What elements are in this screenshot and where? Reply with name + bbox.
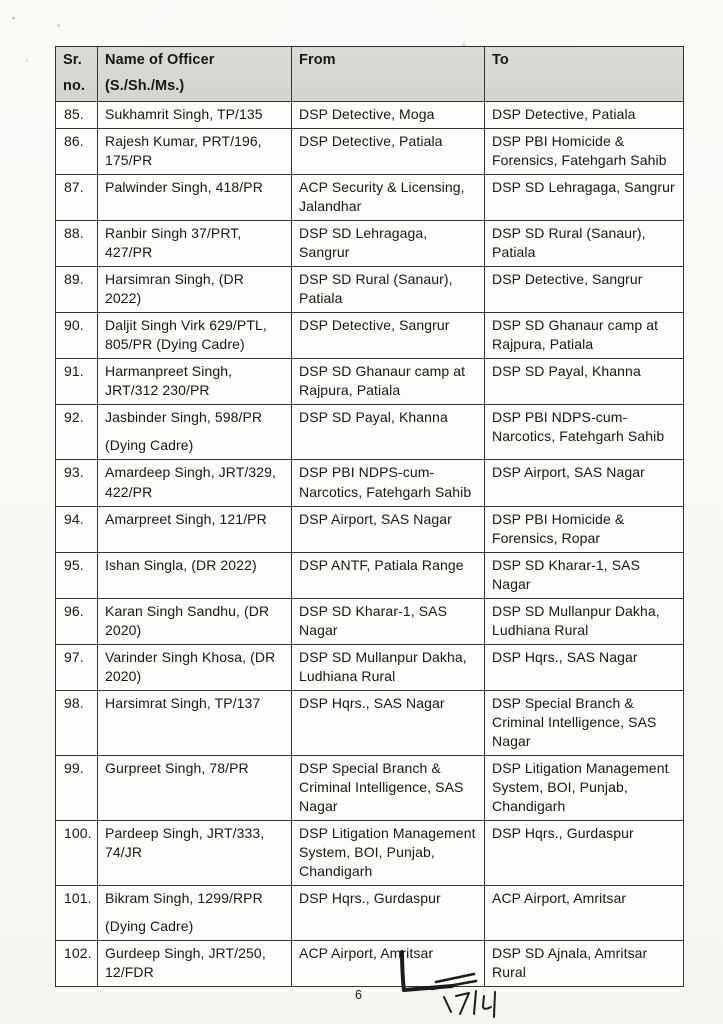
cell-to-posting: DSP Hqrs., SAS Nagar — [485, 644, 684, 690]
table-row — [56, 755, 684, 820]
officer-name: Rajesh Kumar, PRT/196, 175/PR — [105, 133, 262, 169]
cell-from-posting: DSP SD Payal, Khanna — [292, 405, 485, 460]
cell-sr-no: 85. — [56, 102, 98, 129]
table-row — [56, 221, 684, 267]
header-from: From — [292, 47, 485, 102]
cell-from-posting: DSP Detective, Patiala — [292, 129, 485, 175]
cell-sr-no: 87. — [56, 175, 98, 221]
cell-from-posting: ACP Airport, Amritsar — [292, 941, 485, 987]
cell-sr-no: 89. — [56, 267, 98, 313]
cell-to-posting: DSP Special Branch & Criminal Intelligence, SAS Nagar — [485, 690, 684, 755]
header-name-line1: Name of Officer — [105, 52, 215, 68]
cell-officer-name — [98, 598, 292, 644]
header-sr-no — [56, 47, 98, 102]
cell-sr-no: 88. — [56, 221, 98, 267]
cell-sr-no: 98. — [56, 690, 98, 755]
table-body — [56, 102, 684, 987]
cell-to-posting: DSP SD Mullanpur Dakha, Ludhiana Rural — [485, 598, 684, 644]
scan-speck — [12, 17, 15, 19]
table-row — [56, 267, 684, 313]
cell-officer-name — [98, 405, 292, 460]
cell-to-posting: DSP SD Kharar-1, SAS Nagar — [485, 552, 684, 598]
cell-officer-name — [98, 886, 292, 941]
officer-name: Gurpreet Singh, 78/PR — [105, 759, 249, 776]
officer-name: Varinder Singh Khosa, (DR 2020) — [105, 648, 276, 684]
cell-sr-no: 94. — [56, 506, 98, 552]
cell-from-posting: DSP SD Kharar-1, SAS Nagar — [292, 598, 485, 644]
cell-officer-name — [98, 460, 292, 506]
cell-officer-name — [98, 221, 292, 267]
cell-sr-no: 90. — [56, 313, 98, 359]
page-footer — [0, 940, 723, 1024]
officer-name: Karan Singh Sandhu, (DR 2020) — [105, 602, 270, 638]
cell-to-posting: DSP SD Ghanaur camp at Rajpura, Patiala — [485, 313, 684, 359]
officer-name: Harmanpreet Singh, JRT/312 230/PR — [105, 363, 233, 399]
table-row — [56, 598, 684, 644]
cell-to-posting: DSP Hqrs., Gurdaspur — [485, 820, 684, 885]
cell-to-posting: DSP Detective, Sangrur — [485, 267, 684, 313]
header-name-of-officer — [98, 47, 292, 102]
cell-to-posting: DSP SD Lehragaga, Sangrur — [485, 175, 684, 221]
cell-sr-no: 91. — [56, 359, 98, 405]
table-row — [56, 102, 684, 129]
cell-sr-no: 100. — [56, 820, 98, 885]
table-row — [56, 552, 684, 598]
table-row — [56, 820, 684, 885]
cell-to-posting: DSP PBI Homicide & Forensics, Ropar — [485, 506, 684, 552]
table-row — [56, 506, 684, 552]
cell-from-posting: DSP SD Rural (Sanaur), Patiala — [292, 267, 485, 313]
table-row — [56, 644, 684, 690]
table-row — [56, 460, 684, 506]
cell-officer-name — [98, 359, 292, 405]
cell-from-posting: DSP Hqrs., Gurdaspur — [292, 886, 485, 941]
table-row — [56, 313, 684, 359]
cell-sr-no: 92. — [56, 405, 98, 460]
header-name-line2: (S./Sh./Ms.) — [105, 77, 185, 94]
cell-from-posting: DSP Detective, Moga — [292, 102, 485, 129]
table-row — [56, 886, 684, 941]
officer-transfer-table — [55, 46, 684, 987]
officer-name: Amardeep Singh, JRT/329, 422/PR — [105, 464, 277, 500]
cell-to-posting: DSP SD Rural (Sanaur), Patiala — [485, 221, 684, 267]
header-sr-line1: Sr. — [63, 52, 82, 68]
officer-name: Daljit Singh Virk 629/PTL, 805/PR (Dying Cadre) — [105, 317, 267, 353]
cell-to-posting: DSP SD Ajnala, Amritsar Rural — [485, 941, 684, 987]
cell-from-posting: DSP Litigation Management System, BOI, Punjab, Chandigarh — [292, 820, 485, 885]
cell-sr-no: 101. — [56, 886, 98, 941]
cell-from-posting: DSP PBI NDPS-cum-Narcotics, Fatehgarh Sahib — [292, 460, 485, 506]
cell-to-posting: DSP PBI Homicide & Forensics, Fatehgarh Sahib — [485, 129, 684, 175]
cell-to-posting: DSP Airport, SAS Nagar — [485, 460, 684, 506]
officer-name: Gurdeep Singh, JRT/250, 12/FDR — [105, 945, 266, 981]
cell-to-posting: DSP Litigation Management System, BOI, Punjab, Chandigarh — [485, 755, 684, 820]
cell-from-posting: DSP Detective, Sangrur — [292, 313, 485, 359]
scan-speck — [26, 59, 28, 62]
cell-officer-name — [98, 313, 292, 359]
header-sr-line2: no. — [63, 77, 86, 94]
table-row — [56, 129, 684, 175]
cell-from-posting: DSP Hqrs., SAS Nagar — [292, 690, 485, 755]
officer-name: Palwinder Singh, 418/PR — [105, 179, 263, 196]
officer-name: Harsimran Singh, (DR 2022) — [105, 271, 244, 307]
cell-officer-name — [98, 175, 292, 221]
cell-officer-name — [98, 820, 292, 885]
cell-officer-name — [98, 690, 292, 755]
table-header-row — [56, 47, 684, 102]
handwritten-signature-mark — [372, 942, 532, 1022]
table-row — [56, 359, 684, 405]
cell-sr-no: 86. — [56, 129, 98, 175]
cell-sr-no: 102. — [56, 941, 98, 987]
dying-cadre-note: (Dying Cadre) — [105, 437, 194, 454]
officer-name: Sukhamrit Singh, TP/135 — [105, 106, 263, 122]
cell-to-posting: ACP Airport, Amritsar — [485, 886, 684, 941]
cell-officer-name — [98, 102, 292, 129]
cell-to-posting: DSP SD Payal, Khanna — [485, 359, 684, 405]
cell-sr-no: 95. — [56, 552, 98, 598]
table-row — [56, 690, 684, 755]
cell-officer-name — [98, 755, 292, 820]
cell-officer-name — [98, 267, 292, 313]
officer-name: Jasbinder Singh, 598/PR — [105, 409, 263, 426]
officer-name: Bikram Singh, 1299/RPR — [105, 890, 263, 907]
page-number: 6 — [355, 988, 362, 1002]
cell-from-posting: DSP ANTF, Patiala Range — [292, 552, 485, 598]
officer-name: Harsimrat Singh, TP/137 — [105, 694, 261, 711]
cell-officer-name — [98, 552, 292, 598]
cell-from-posting: DSP SD Lehragaga, Sangrur — [292, 221, 485, 267]
cell-officer-name — [98, 506, 292, 552]
cell-sr-no: 99. — [56, 755, 98, 820]
scan-speck — [57, 24, 60, 27]
cell-to-posting: DSP PBI NDPS-cum-Narcotics, Fatehgarh Sahib — [485, 405, 684, 460]
header-to: To — [485, 47, 684, 102]
cell-from-posting: DSP Airport, SAS Nagar — [292, 506, 485, 552]
table-row — [56, 175, 684, 221]
cell-officer-name — [98, 129, 292, 175]
cell-from-posting: DSP SD Ghanaur camp at Rajpura, Patiala — [292, 359, 485, 405]
table-row — [56, 405, 684, 460]
cell-sr-no: 96. — [56, 598, 98, 644]
dying-cadre-note: (Dying Cadre) — [105, 918, 194, 935]
cell-to-posting: DSP Detective, Patiala — [485, 102, 684, 129]
cell-sr-no: 97. — [56, 644, 98, 690]
officer-name: Ishan Singla, (DR 2022) — [105, 556, 257, 573]
officer-name: Ranbir Singh 37/PRT, 427/PR — [105, 225, 242, 261]
cell-sr-no: 93. — [56, 460, 98, 506]
officer-name: Amarpreet Singh, 121/PR — [105, 510, 267, 527]
officer-name: Pardeep Singh, JRT/333, 74/JR — [105, 824, 265, 860]
cell-from-posting: DSP SD Mullanpur Dakha, Ludhiana Rural — [292, 644, 485, 690]
cell-from-posting: ACP Security & Licensing, Jalandhar — [292, 175, 485, 221]
cell-from-posting: DSP Special Branch & Criminal Intelligence, SAS Nagar — [292, 755, 485, 820]
cell-officer-name — [98, 644, 292, 690]
